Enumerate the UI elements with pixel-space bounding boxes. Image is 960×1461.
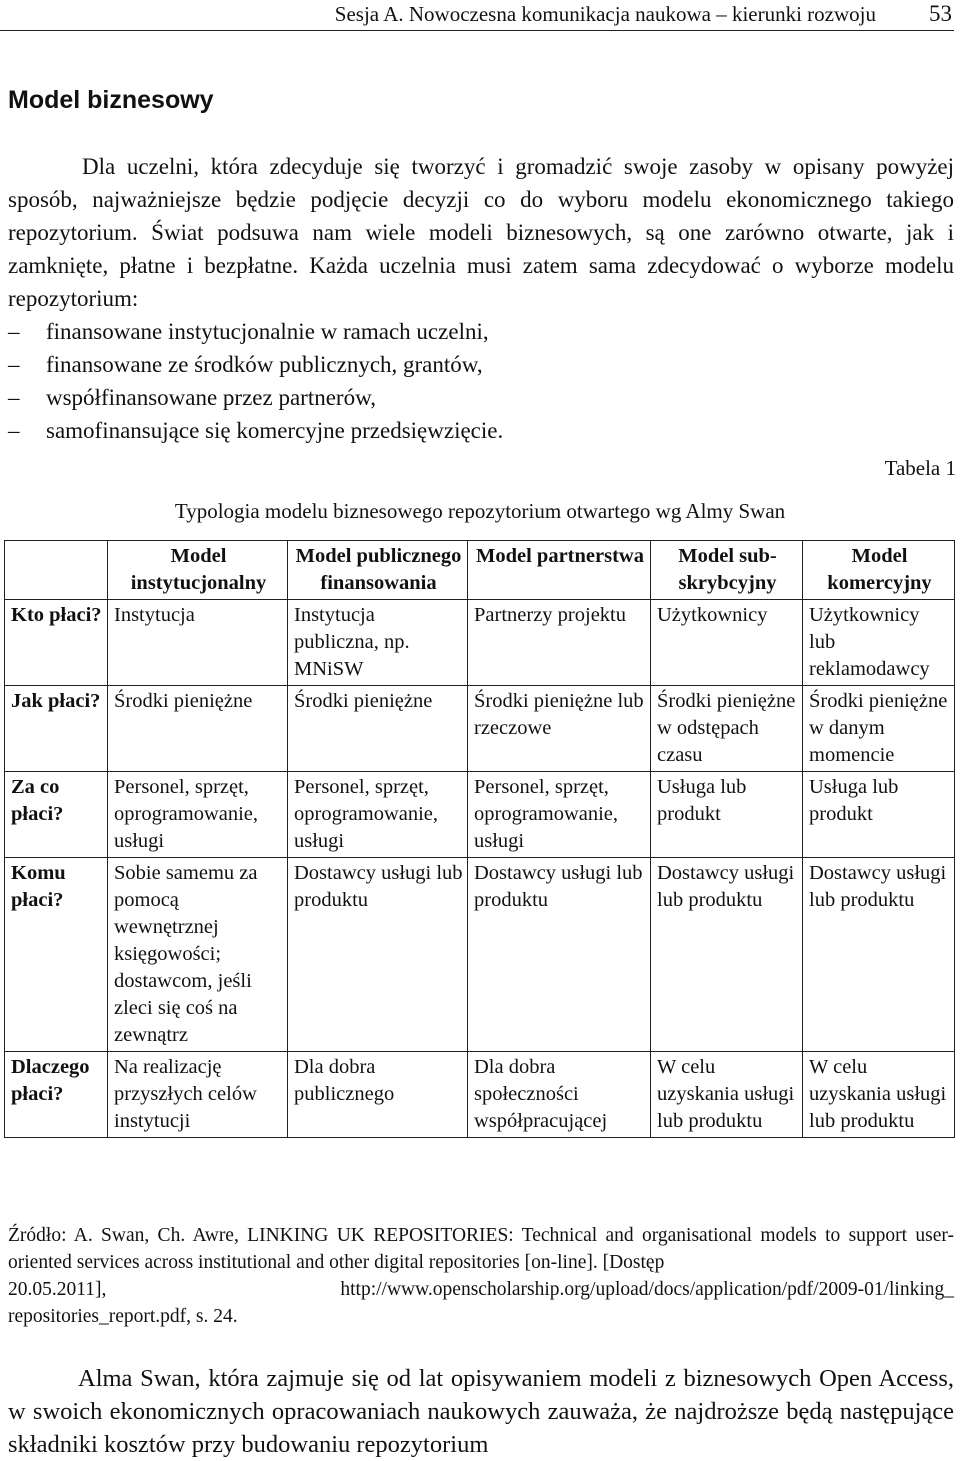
table-corner-cell <box>5 541 108 600</box>
table-cell: Dla dobra publicznego <box>288 1052 468 1138</box>
source-label: Źródło: <box>8 1225 67 1246</box>
page-number: 53 <box>929 1 952 26</box>
table-cell: Instytucja <box>108 600 288 686</box>
table-cell: W celu uzyskania usługi lub produktu <box>651 1052 803 1138</box>
table-source-note <box>8 1222 954 1330</box>
table-cell: Środki pieniężne w odstępach czasu <box>651 686 803 772</box>
table-cell: W celu uzyskania usługi lub produktu <box>803 1052 955 1138</box>
list-dash: – <box>8 385 20 410</box>
source-url-line <box>8 1276 954 1303</box>
table-cell: Personel, sprzęt, oprogramowanie, usługi <box>108 772 288 858</box>
table-cell: Środki pieniężne w danym momencie <box>803 686 955 772</box>
table-cell: Środki pieniężne <box>288 686 468 772</box>
intro-text-block <box>8 150 954 447</box>
funding-model-list <box>8 315 954 447</box>
table-row <box>5 772 955 858</box>
table-cell: Środki pieniężne <box>108 686 288 772</box>
column-header: Model komercyjny <box>803 541 955 600</box>
row-header: Jak płaci? <box>5 686 108 772</box>
table-cell: Sobie samemu za pomocą wewnętrznej księgowości; dostawcom, jeśli zleci się coś na zewnątrz <box>108 858 288 1052</box>
table-cell: Usługa lub produkt <box>651 772 803 858</box>
table-cell: Dostawcy usługi lub produktu <box>803 858 955 1052</box>
list-dash: – <box>8 418 20 443</box>
list-item: – samofinansujące się komercyjne przedsięwzięcie. <box>8 414 954 447</box>
table-cell: Dostawcy usługi lub produktu <box>468 858 651 1052</box>
table-cell: Instytucja publiczna, np. MNiSW <box>288 600 468 686</box>
list-dash: – <box>8 319 20 344</box>
table-cell: Dostawcy usługi lub produktu <box>651 858 803 1052</box>
table-cell: Personel, sprzęt, oprogramowanie, usługi <box>468 772 651 858</box>
row-header: Kto płaci? <box>5 600 108 686</box>
table-label: Tabela 1 <box>884 456 956 480</box>
closing-text-block <box>8 1362 954 1461</box>
table-cell: Użytkownicy lub reklamodawcy <box>803 600 955 686</box>
source-text: A. Swan, Ch. Awre, LINKING UK REPOSITORIES: Technical and organisational models to support user-oriented services across institutional and other digital repositories [on-line]. [Dostęp <box>8 1225 954 1273</box>
table-cell: Usługa lub produkt <box>803 772 955 858</box>
closing-paragraph: Alma Swan, która zajmuje się od lat opisywaniem modeli z biznesowych Open Access, w swoich ekonomicznych opracowaniach naukowych zauważa, że najdroższe będą następujące składniki kosztów przy budowaniu repozytorium <box>8 1365 954 1458</box>
intro-paragraph: Dla uczelni, która zdecyduje się tworzyć i gromadzić swoje zasoby w opisany powyżej sposób, najważniejsze będzie podjęcie decyzji co do wyboru modelu ekonomicznego takiego repozytorium. Świat podsuwa nam wiele modeli biznesowych, są one zarówno otwarte, jak i zamknięte, płatne i bezpłatne. Każda uczelnia musi zatem sama zdecydować o wyborze modelu repozytorium: <box>8 154 954 311</box>
table-row <box>5 600 955 686</box>
column-header: Model sub-skrybcyjny <box>651 541 803 600</box>
table-cell: Dostawcy usługi lub produktu <box>288 858 468 1052</box>
table-cell: Użytkownicy <box>651 600 803 686</box>
source-date: 20.05.2011], <box>8 1279 107 1300</box>
table-row <box>5 1052 955 1138</box>
column-header: Model publicznego finansowania <box>288 541 468 600</box>
list-item: – współfinansowane przez partnerów, <box>8 381 954 414</box>
list-dash: – <box>8 352 20 377</box>
section-title: Model biznesowy <box>8 86 214 114</box>
table-cell: Środki pieniężne lub rzeczowe <box>468 686 651 772</box>
column-header: Model instytucjonalny <box>108 541 288 600</box>
table-cell: Dla dobra społeczności współpracującej <box>468 1052 651 1138</box>
list-item: – finansowane instytucjonalnie w ramach uczelni, <box>8 315 954 348</box>
table-cell: Na realizację przyszłych celów instytucji <box>108 1052 288 1138</box>
table-cell: Partnerzy projektu <box>468 600 651 686</box>
table-cell: Personel, sprzęt, oprogramowanie, usługi <box>288 772 468 858</box>
list-item: – finansowane ze środków publicznych, grantów, <box>8 348 954 381</box>
running-header-title: Sesja A. Nowoczesna komunikacja naukowa – kierunki rozwoju <box>334 2 876 26</box>
table-header-row <box>5 541 955 600</box>
table-caption: Typologia modelu biznesowego repozytorium otwartego wg Almy Swan <box>174 499 786 523</box>
table-row <box>5 686 955 772</box>
running-header <box>0 0 954 31</box>
source-url-link[interactable]: http://www.openscholarship.org/upload/docs/application/pdf/2009-01/linking_ <box>340 1279 954 1300</box>
table-row <box>5 858 955 1052</box>
column-header: Model partnerstwa <box>468 541 651 600</box>
row-header: Za co płaci? <box>5 772 108 858</box>
source-url-end[interactable]: repositories_report.pdf, s. 24. <box>8 1306 238 1327</box>
row-header: Komu płaci? <box>5 858 108 1052</box>
row-header: Dlaczego płaci? <box>5 1052 108 1138</box>
source-citation <box>8 1222 954 1276</box>
business-model-table <box>4 540 955 1138</box>
